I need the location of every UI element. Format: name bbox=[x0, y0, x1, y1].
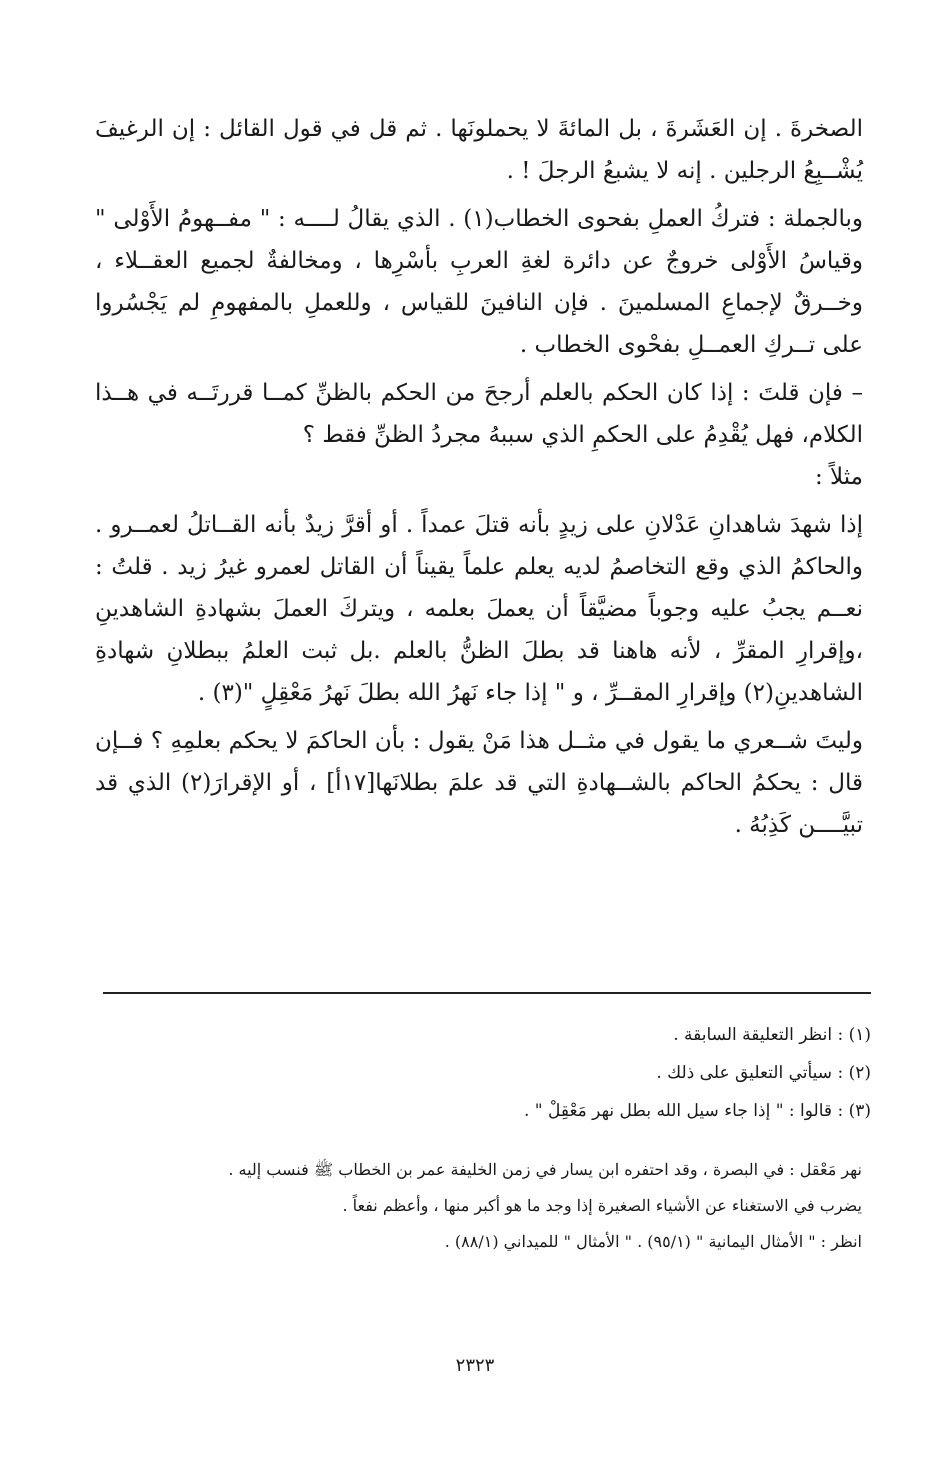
footnote: (٢) : سيأتي التعليق على ذلك . bbox=[656, 1063, 871, 1083]
paragraph: الصخرةَ . إن العَشَرةَ ، بل المائةَ لا يحملونَها . ثم قل في قول القائل : إن الرغيفَ يُشْــبِعُ الرجلين . إنه لا يشبعُ الرجلَ ! . bbox=[95, 116, 863, 184]
paragraph: إذا شهدَ شاهدانِ عَدْلانِ على زيدٍ بأنه قتلَ عمداً . أو أقرَّ زيدٌ بأنه القــاتلُ لعمــرو . والحاكمُ الذي وقع التخاصمُ لديه يعلم علماً يقيناً أن القاتل لعمرو غيرُ زيد . قلتُ : نعــم يجبُ عليه وجوباً مضيَّقاً أن يعملَ بعلمه ، ويتركَ العملَ بشهادةِ الشاهدينِ ،وإقرارِ المقرِّ ، لأنه هاهنا قد بطلَ الظنُّ بالعلم .بل ثبت العلمُ ببطلانِ شهادةِ الشاهدينِ(٢) وإقرارِ المقــرِّ ، و " إذا جاء نَهرُ الله بطلَ نَهرُ مَعْقِلٍ "(٣) . bbox=[95, 512, 863, 706]
footnote: (٣) : قالوا : " إذا جاء سيل الله بطل نهر مَعْقِلْ " . bbox=[523, 1101, 871, 1121]
paragraph: – فإن قلتَ : إذا كان الحكم بالعلم أرجحَ من الحكم بالظنِّ كمــا قررتَــه في هــذا الكلام، فهل يُقْدِمُ على الحكمِ الذي سببهُ مجردُ الظنِّ فقط ؟ bbox=[95, 380, 863, 448]
footnotes bbox=[103, 1016, 871, 1130]
commentary-line: نهر مَعْقل : في البصرة ، وقد احتفره ابن يسار في زمن الخليفة عمر بن الخطاب ﷺ فنسب إليه . bbox=[228, 1160, 862, 1179]
footnote-divider bbox=[103, 992, 871, 994]
footnote-commentary bbox=[162, 1152, 862, 1260]
footnote: (١) : انظر التعليقة السابقة . bbox=[673, 1025, 871, 1045]
paragraph: وبالجملة : فتركُ العملِ بفحوى الخطاب(١) . الذي يقالُ لــــه : " مفــهومُ الأَوْلى " وقياسُ الأَوْلى خروجٌ عن دائرة لغةِ العربِ بأسْرِها ، ومخالفةٌ لجميع العقــلاء ، وخــرقٌ لإجماعِ المسلمينَ . فإن النافينَ للقياس ، وللعملِ بالمفهومِ لم يَجْسُروا على تــركِ العمــلِ بفحْوى الخطاب . bbox=[95, 206, 863, 358]
page-number: ٢٣٢٣ bbox=[455, 1355, 495, 1376]
paragraph: وليتَ شــعري ما يقول في مثــل هذا مَنْ يقول : بأن الحاكمَ لا يحكم بعلمِهِ ؟ فــإن قال : يحكمُ الحاكم بالشــهادةِ التي قد علمَ بطلانَها[١٧أ] ، أو الإقرارَ(٢) الذي قد تبيَّــــن كَذِبُهُ . bbox=[95, 728, 863, 838]
paragraph: مثلاً : bbox=[814, 464, 863, 490]
commentary-line: يضرب في الاستغناء عن الأشياء الصغيرة إذا وجد ما هو أكبر منها ، وأعظم نفعاً . bbox=[342, 1196, 862, 1215]
main-text bbox=[95, 108, 863, 846]
commentary-line: انظر : " الأمثال اليمانية " (٩٥/١) . " الأمثال " للميداني (٨٨/١) . bbox=[444, 1232, 862, 1251]
